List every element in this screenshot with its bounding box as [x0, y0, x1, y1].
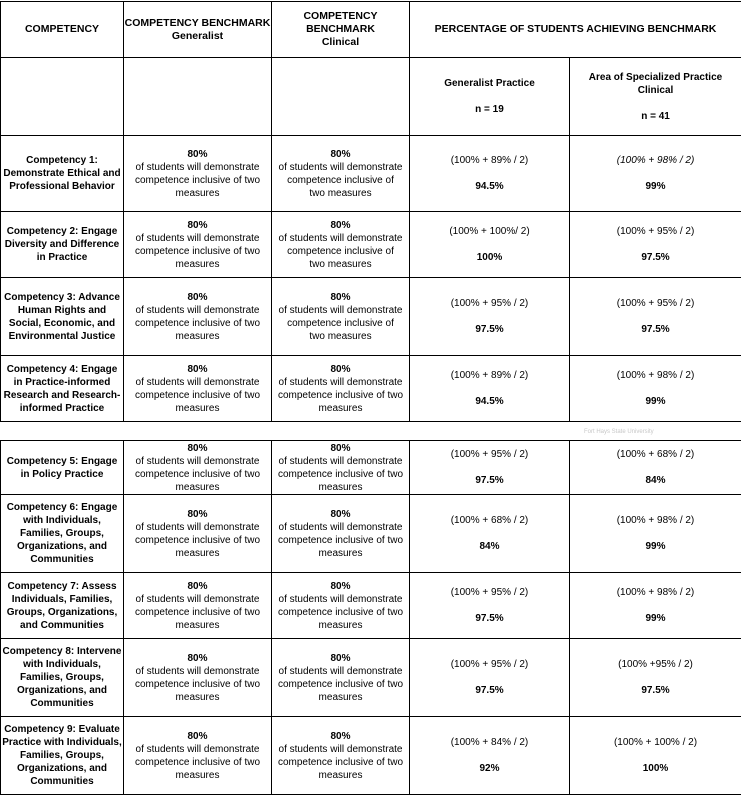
specialized-result: 99%	[645, 396, 666, 407]
specialized-result-cell	[570, 495, 741, 573]
generalist-formula: (100% + 95% / 2)	[450, 587, 529, 598]
benchmark-text: of students will demonstrate competence inclusive of two measures	[134, 304, 261, 342]
benchmark-percent: 80%	[330, 580, 351, 592]
specialized-practice-label: Area of Specialized Practice Clinical	[588, 71, 723, 96]
percentage-header: PERCENTAGE OF STUDENTS ACHIEVING BENCHMARK	[410, 2, 741, 58]
benchmark-clinical-cell	[272, 356, 410, 422]
benchmark-generalist-cell	[124, 278, 272, 356]
generalist-result: 92%	[479, 763, 500, 774]
benchmark-text: of students will demonstrate competence inclusive of two measures	[277, 593, 404, 631]
competency-name: Competency 7: Assess Individuals, Families, Groups, Organizations, and Communities	[1, 573, 124, 639]
competency-row	[1, 212, 741, 278]
benchmark-text: of students will demonstrate competence inclusive of two measures	[134, 376, 261, 414]
benchmark-percent: 80%	[330, 442, 351, 454]
generalist-result-cell	[410, 495, 570, 573]
specialized-practice-header	[570, 58, 741, 136]
generalist-result-cell	[410, 212, 570, 278]
benchmark-clinical-title: COMPETENCY BENCHMARK	[303, 10, 378, 35]
specialized-formula: (100% +95% / 2)	[618, 659, 693, 670]
benchmark-percent: 80%	[187, 652, 208, 664]
benchmark-percent: 80%	[187, 580, 208, 592]
header-row	[1, 2, 741, 58]
benchmark-text: of students will demonstrate competence inclusive of two measures	[277, 665, 404, 703]
specialized-n: n = 41	[641, 110, 670, 122]
benchmark-table-part-2	[0, 440, 741, 795]
competency-row	[1, 573, 741, 639]
competency-name: Competency 2: Engage Diversity and Difference in Practice	[1, 212, 124, 278]
benchmark-text: of students will demonstrate competence inclusive of two measures	[277, 521, 404, 559]
generalist-result: 97.5%	[475, 613, 504, 624]
specialized-result-cell	[570, 441, 741, 495]
benchmark-percent: 80%	[330, 148, 351, 160]
benchmark-generalist-header	[124, 2, 272, 58]
competency-header: COMPETENCY	[1, 2, 124, 58]
benchmark-text: of students will demonstrate competence inclusive of two measures	[278, 304, 403, 342]
benchmark-text: of students will demonstrate competence inclusive of two measures	[134, 665, 261, 703]
specialized-formula: (100% + 95% / 2)	[616, 226, 695, 237]
benchmark-text: of students will demonstrate competence inclusive of two measures	[134, 161, 261, 199]
competency-name: Competency 8: Intervene with Individuals, Families, Groups, Organizations, and Communities	[1, 639, 124, 717]
specialized-formula: (100% + 100% / 2)	[613, 737, 698, 748]
generalist-result: 94.5%	[475, 181, 504, 192]
generalist-practice-label: Generalist Practice	[444, 78, 535, 89]
generalist-formula: (100% + 89% / 2)	[450, 370, 529, 381]
competency-name: Competency 5: Engage in Policy Practice	[1, 441, 124, 495]
specialized-result-cell	[570, 573, 741, 639]
competency-row	[1, 717, 741, 795]
generalist-n: n = 19	[475, 104, 504, 115]
generalist-practice-header	[410, 58, 570, 136]
benchmark-text: of students will demonstrate competence inclusive of two measures	[277, 455, 404, 493]
benchmark-percent: 80%	[187, 219, 208, 231]
benchmark-generalist-cell	[124, 136, 272, 212]
specialized-formula: (100% + 98% / 2)	[616, 587, 695, 598]
competency-name: Competency 6: Engage with Individuals, Families, Groups, Organizations, and Communities	[1, 495, 124, 573]
generalist-result: 94.5%	[475, 396, 504, 407]
specialized-result-cell	[570, 639, 741, 717]
competency-name: Competency 1: Demonstrate Ethical and Professional Behavior	[1, 136, 124, 212]
benchmark-percent: 80%	[187, 508, 208, 520]
specialized-formula: (100% + 98% / 2)	[616, 370, 695, 381]
benchmark-percent: 80%	[330, 219, 351, 231]
competency-row	[1, 356, 741, 422]
benchmark-text: of students will demonstrate competence inclusive of two measures	[277, 743, 404, 781]
empty-cell	[272, 58, 410, 136]
benchmark-generalist-cell	[124, 356, 272, 422]
benchmark-generalist-cell	[124, 212, 272, 278]
generalist-result-cell	[410, 573, 570, 639]
specialized-result: 84%	[645, 475, 666, 486]
benchmark-text: of students will demonstrate competence inclusive of two measures	[134, 232, 261, 270]
benchmark-text: of students will demonstrate competence inclusive of two measures	[134, 743, 261, 781]
specialized-formula: (100% + 98% / 2)	[616, 155, 695, 166]
benchmark-text: of students will demonstrate competence inclusive of two measures	[134, 455, 261, 493]
specialized-result-cell	[570, 278, 741, 356]
benchmark-generalist-sub: Generalist	[171, 29, 224, 42]
specialized-result: 99%	[645, 541, 666, 552]
empty-cell	[1, 58, 124, 136]
generalist-result: 97.5%	[475, 685, 504, 696]
competency-name: Competency 3: Advance Human Rights and Social, Economic, and Environmental Justice	[1, 278, 124, 356]
competency-row	[1, 278, 741, 356]
benchmark-percent: 80%	[330, 730, 351, 742]
benchmark-generalist-cell	[124, 717, 272, 795]
benchmark-generalist-cell	[124, 639, 272, 717]
specialized-result: 97.5%	[641, 252, 670, 263]
specialized-result: 97.5%	[641, 324, 670, 335]
generalist-result: 97.5%	[475, 324, 504, 335]
benchmark-generalist-cell	[124, 441, 272, 495]
benchmark-text: of students will demonstrate competence inclusive of two measures	[278, 161, 403, 199]
benchmark-percent: 80%	[187, 363, 208, 375]
generalist-formula: (100% + 95% / 2)	[450, 449, 529, 460]
benchmark-clinical-cell	[272, 136, 410, 212]
specialized-result-cell	[570, 717, 741, 795]
benchmark-clinical-cell	[272, 278, 410, 356]
benchmark-clinical-sub: Clinical	[321, 36, 360, 48]
generalist-result-cell	[410, 717, 570, 795]
benchmark-percent: 80%	[330, 291, 351, 303]
competency-row	[1, 136, 741, 212]
generalist-result: 97.5%	[475, 475, 504, 486]
subheader-row	[1, 58, 741, 136]
specialized-formula: (100% + 95% / 2)	[616, 298, 695, 309]
competency-row	[1, 441, 741, 495]
benchmark-clinical-cell	[272, 573, 410, 639]
benchmark-clinical-cell	[272, 639, 410, 717]
competency-name: Competency 9: Evaluate Practice with Individuals, Families, Groups, Organizations, and Communities	[1, 717, 124, 795]
benchmark-text: of students will demonstrate competence inclusive of two measures	[278, 232, 403, 270]
benchmark-percent: 80%	[187, 730, 208, 742]
benchmark-clinical-cell	[272, 717, 410, 795]
generalist-result-cell	[410, 441, 570, 495]
generalist-formula: (100% + 95% / 2)	[450, 298, 529, 309]
benchmark-percent: 80%	[187, 291, 208, 303]
generalist-result: 100%	[476, 252, 503, 263]
benchmark-percent: 80%	[187, 148, 208, 160]
benchmark-percent: 80%	[330, 652, 351, 664]
generalist-formula: (100% + 89% / 2)	[450, 155, 529, 166]
benchmark-text: of students will demonstrate competence inclusive of two measures	[134, 593, 261, 631]
specialized-formula: (100% + 98% / 2)	[616, 515, 695, 526]
generalist-formula: (100% + 95% / 2)	[450, 659, 529, 670]
generalist-result-cell	[410, 136, 570, 212]
benchmark-clinical-cell	[272, 212, 410, 278]
generalist-formula: (100% + 84% / 2)	[450, 737, 529, 748]
generalist-formula: (100% + 68% / 2)	[450, 515, 529, 526]
watermark: Fort Hays State University	[584, 429, 654, 435]
generalist-result-cell	[410, 356, 570, 422]
benchmark-percent: 80%	[330, 508, 351, 520]
generalist-result-cell	[410, 639, 570, 717]
benchmark-generalist-cell	[124, 573, 272, 639]
competency-row	[1, 639, 741, 717]
generalist-result: 84%	[479, 541, 500, 552]
benchmark-generalist-cell	[124, 495, 272, 573]
benchmark-text: of students will demonstrate competence inclusive of two measures	[134, 521, 261, 559]
specialized-result-cell	[570, 136, 741, 212]
benchmark-percent: 80%	[187, 442, 208, 454]
competency-row	[1, 495, 741, 573]
generalist-formula: (100% + 100%/ 2)	[449, 226, 530, 237]
benchmark-clinical-cell	[272, 495, 410, 573]
benchmark-clinical-cell	[272, 441, 410, 495]
benchmark-percent: 80%	[330, 363, 351, 375]
specialized-result-cell	[570, 356, 741, 422]
benchmark-table-part-1	[0, 1, 741, 422]
specialized-result: 99%	[645, 613, 666, 624]
benchmark-generalist-title: COMPETENCY BENCHMARK	[124, 16, 271, 29]
benchmark-text: of students will demonstrate competence inclusive of two measures	[277, 376, 404, 414]
empty-cell	[124, 58, 272, 136]
specialized-result: 97.5%	[641, 685, 670, 696]
specialized-formula: (100% + 68% / 2)	[616, 449, 695, 460]
specialized-result: 100%	[642, 763, 669, 774]
generalist-result-cell	[410, 278, 570, 356]
benchmark-clinical-header	[272, 2, 410, 58]
specialized-result: 99%	[645, 181, 666, 192]
competency-name: Competency 4: Engage in Practice-informed Research and Research-informed Practice	[1, 356, 124, 422]
specialized-result-cell	[570, 212, 741, 278]
